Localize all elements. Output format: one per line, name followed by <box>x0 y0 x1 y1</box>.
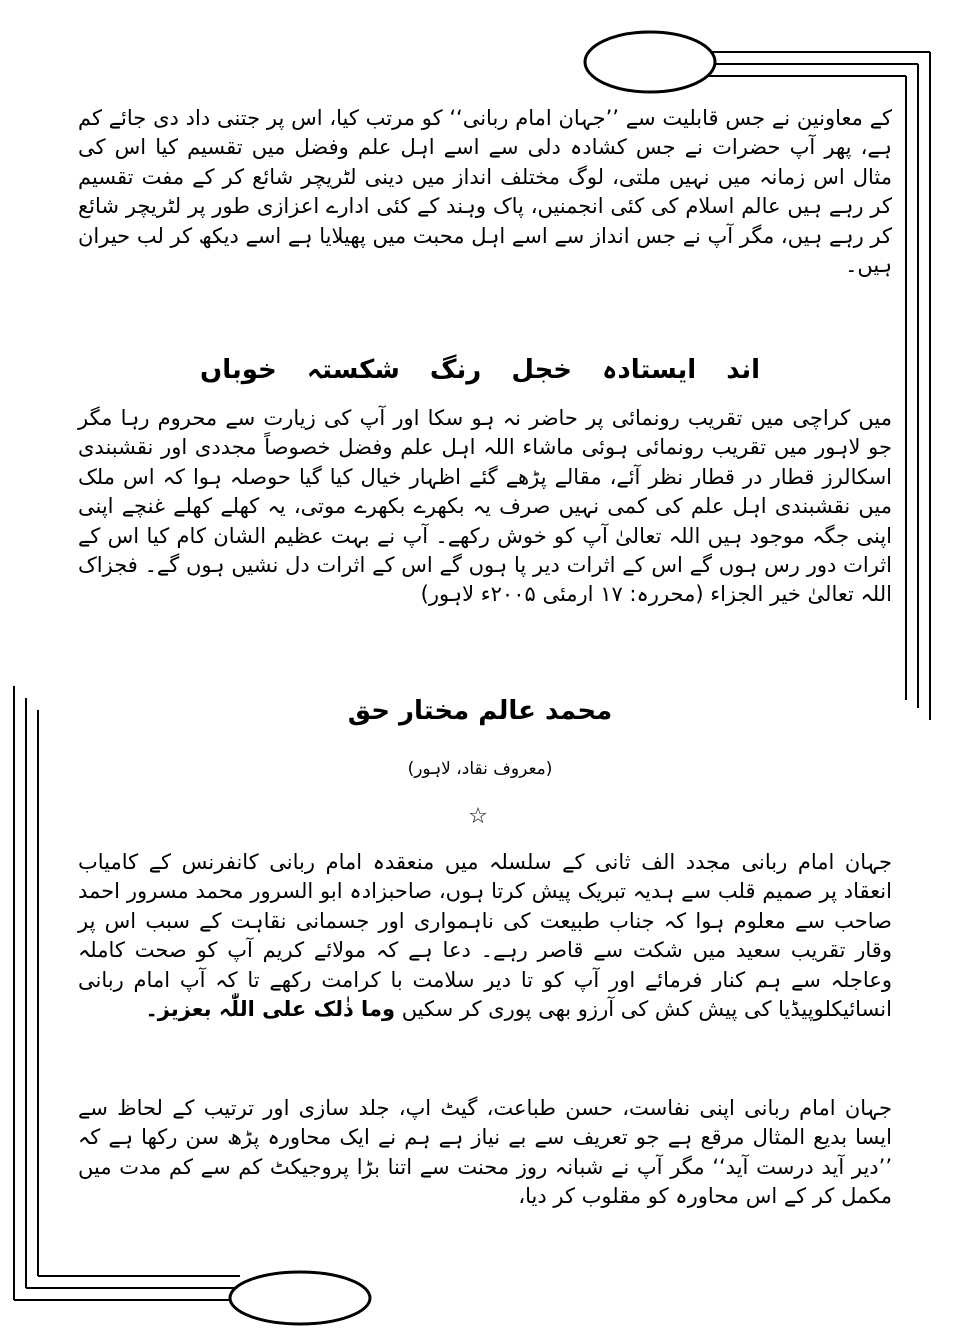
paragraph-4: جہان امام ربانی اپنی نفاست، حسن طباعت، گیٹ اپ، جلد سازی اور ترتیب کے لحاظ سے ایسا بدیع المثال مرقع ہے جو تعریف سے بے نیاز ہے ہم نے ایک محاورہ پڑھ سن رکھا ہے کہ ’’دیر آید درست آید‘‘ مگر آپ نے شبانہ روز محنت سے اتنا بڑا پروجیکٹ کم سے کم مدت میں مکمل کر کے اس محاورہ کو مقلوب کر دیا، <box>78 1096 892 1209</box>
paragraph-3-arabic-phrase: وما ذٰلک علی اللّٰہ بعزیز۔ <box>145 996 395 1021</box>
bottom-oval-ornament <box>230 1272 370 1324</box>
verse-word: خوباں <box>200 355 277 385</box>
paragraph-3-text: جہان امام ربانی مجدد الف ثانی کے سلسلہ میں منعقدہ امام ربانی کانفرنس کے کامیاب انعقاد پر صمیم قلب سے ہدیہ تبریک پیش کرتا ہوں، صاحبزادہ ابو السرور محمد مسرور احمد صاحب سے معلوم ہوا کہ جناب طبیعت کی ناہمواری اور جسمانی نقاہت کے سبب اس پر وقار تقریب سعید میں شکت سے قاصر رہے۔ دعا ہے کہ مولائے کریم آپ کو صحت کاملہ وعاجلہ سے ہم کنار فرمائے اور آپ کو تا دیر سلامت با کرامت رکھے تا کہ آپ امام ربانی انسائیکلوپیڈیا کی پیش کش کی آرزو بھی پوری کر سکیں <box>78 850 892 1021</box>
star-separator-icon: ☆ <box>468 804 488 829</box>
top-oval-ornament <box>585 32 715 92</box>
verse-word: خجل <box>511 355 573 385</box>
signature-name: محمد عالم مختار حق <box>347 696 613 726</box>
verse-word: شکستہ <box>306 355 400 385</box>
persian-verse <box>200 350 760 390</box>
verse-word: ایستادہ <box>602 355 697 385</box>
paragraph-1: کے معاونین نے جس قابلیت سے ’’جہان امام ربانی‘‘ کو مرتب کیا، اس پر جتنی داد دی جائے کم ہے، پھر آپ حضرات نے جس کشادہ دلی سے اسے اہل علم وفضل میں تقسیم کیا اس کی مثال اس زمانہ میں نہیں ملتی، لوگ مختلف انداز میں دینی لٹریچر شائع کر کے مفت تقسیم کر رہے ہیں عالم اسلام کی کئی انجمنیں، پاک وہند کے کئی ادارے اعزازی طور پر لٹریچر شائع کر رہے ہیں، مگر آپ نے جس انداز سے اسے اہل محبت میں پھیلایا ہے اسے دیکھ کر لب حیران ہیں۔ <box>77 106 892 277</box>
verse-word: اند <box>726 355 760 385</box>
paragraph-2: میں کراچی میں تقریب رونمائی پر حاضر نہ ہو سکا اور آپ کی زیارت سے محروم رہا مگر جو لاہور میں تقریب رونمائی ہوئی ماشاء اللہ اہل علم وفضل خصوصاً مجددی اور نقشبندی اسکالرز قطار در قطار نظر آئے، مقالے پڑھے گئے اظہار خیال کیا گیا حوصلہ ہوا کہ اس ملک میں نقشبندی اہل علم کی کمی نہیں صرف یہ بکھرے بکھرے موتی، یہ کھلے کھلے غنچے اپنی اپنی جگہ موجود ہیں اللہ تعالیٰ آپ کو خوش رکھے۔ آپ نے بہت عظیم الشان کام کیا اس کے اثرات دور رس ہوں گے اس کے اثرات دیر پا ہوں گے اس کے اثرات دل نشیں ہوں گے۔ فجزاک اللہ تعالیٰ خیر الجزاء (محررہ: ۱۷ ارمئی ۲۰۰۵ء لاہور) <box>78 406 892 607</box>
signature-designation: (معروف نقاد، لاہور) <box>407 759 553 779</box>
verse-word: رنگ <box>429 355 482 385</box>
paragraph-3 <box>78 848 892 1088</box>
